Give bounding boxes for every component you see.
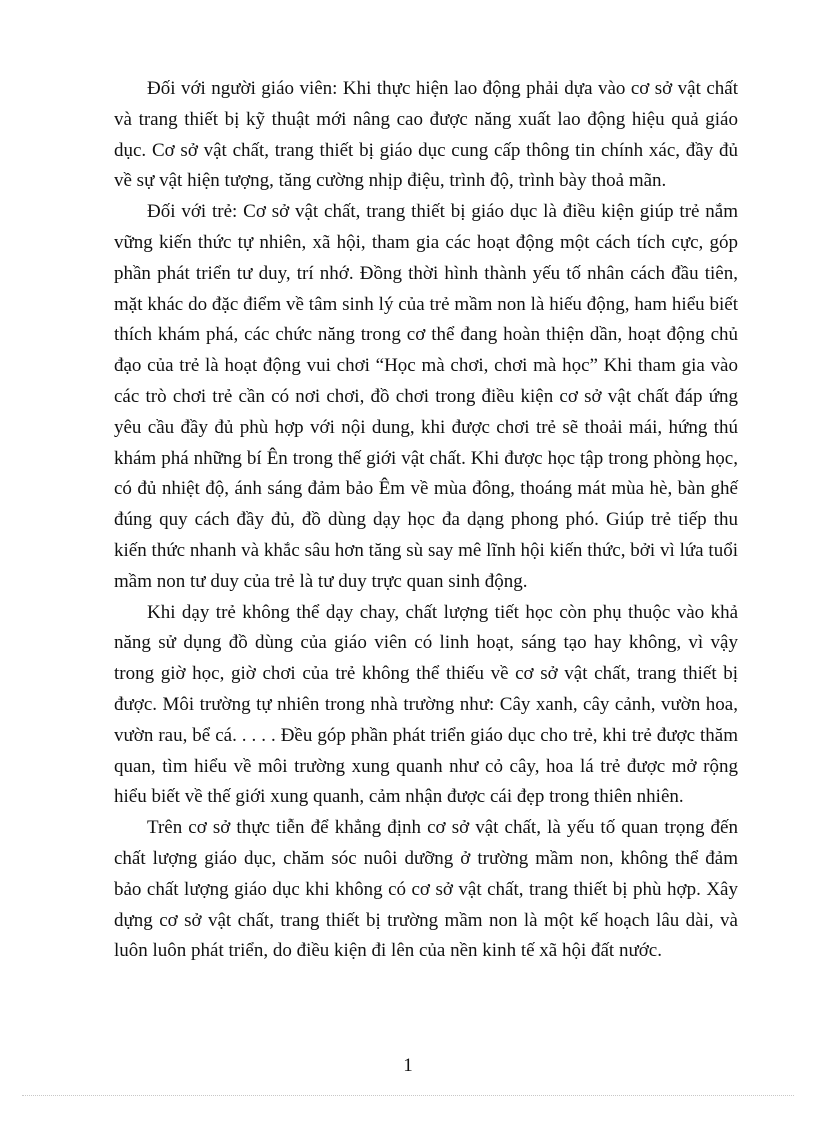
document-body xyxy=(114,74,738,967)
paragraph-conclusion: Trên cơ sở thực tiễn để khẳng định cơ sở vật chất, là yếu tố quan trọng đến chất lượng giáo dục, chăm sóc nuôi dưỡng ở trường mầm non, không thể đảm bảo chất lượng giáo dục khi không có cơ sở vật chất, trang thiết bị phù hợp. Xây dựng cơ sở vật chất, trang thiết bị trường mầm non là một kế hoạch lâu dài, và luôn luôn phát triển, do điều kiện đi lên của nền kinh tế xã hội đất nước. xyxy=(114,817,738,962)
paragraph-teachers: Đối với người giáo viên: Khi thực hiện lao động phải dựa vào cơ sở vật chất và trang thiết bị kỹ thuật mới nâng cao được năng xuất lao động hiệu quả giáo dục. Cơ sở vật chất, trang thiết bị giáo dục cung cấp thông tin chính xác, đầy đủ về sự vật hiện tượng, tăng cường nhịp điệu, trình độ, trình bày thoả mãn. xyxy=(114,78,738,192)
paragraph-teaching-aids: Khi dạy trẻ không thể dạy chay, chất lượng tiết học còn phụ thuộc vào khả năng sử dụng đồ dùng của giáo viên có linh hoạt, sáng tạo hay không, vì vậy trong giờ học, giờ chơi của trẻ không thể thiếu về cơ sở vật chất, trang thiết bị được. Môi trường tự nhiên trong nhà trường như: Cây xanh, cây cảnh, vườn hoa, vườn rau, bể cá. . . . . Đều góp phần phát triển giáo dục cho trẻ, khi trẻ được thăm quan, tìm hiểu về môi trường xung quanh như cỏ cây, hoa lá trẻ được mở rộng hiểu biết về thế giới xung quanh, cảm nhận được cái đẹp trong thiên nhiên. xyxy=(114,601,738,808)
page-bottom-divider xyxy=(22,1095,794,1096)
page-number: 1 xyxy=(403,1055,413,1076)
paragraph-children: Đối với trẻ: Cơ sở vật chất, trang thiết bị giáo dục là điều kiện giúp trẻ nắm vững kiến thức tự nhiên, xã hội, tham gia các hoạt động một cách tích cực, góp phần phát triển tư duy, trí nhớ. Đồng thời hình thành yếu tố nhân cách đầu tiên, mặt khác do đặc điểm về tâm sinh lý của trẻ mầm non là hiếu động, ham hiểu biết thích khám phá, các chức năng trong cơ thể đang hoàn thiện dần, hoạt động chủ đạo của trẻ là hoạt động vui chơi “Học mà chơi, chơi mà học” Khi tham gia vào các trò chơi trẻ cần có nơi chơi, đồ chơi trong điều kiện cơ sở vật chất đáp ứng yêu cầu đầy đủ phù hợp với nội dung, khi được chơi trẻ sẽ thoải mái, hứng thú khám phá những bí Ên trong thế giới vật chất. Khi được học tập trong phòng học, có đủ nhiệt độ, ánh sáng đảm bảo Êm về mùa đông, thoáng mát mùa hè, bàn ghế đúng quy cách đầy đủ, đồ dùng dạy học đa dạng phong phó. Giúp trẻ tiếp thu kiến thức nhanh và khắc sâu hơn tăng sù say mê lĩnh hội kiến thức, bởi vì lứa tuổi mầm non tư duy của trẻ là tư duy trực quan sinh động. xyxy=(114,201,738,592)
